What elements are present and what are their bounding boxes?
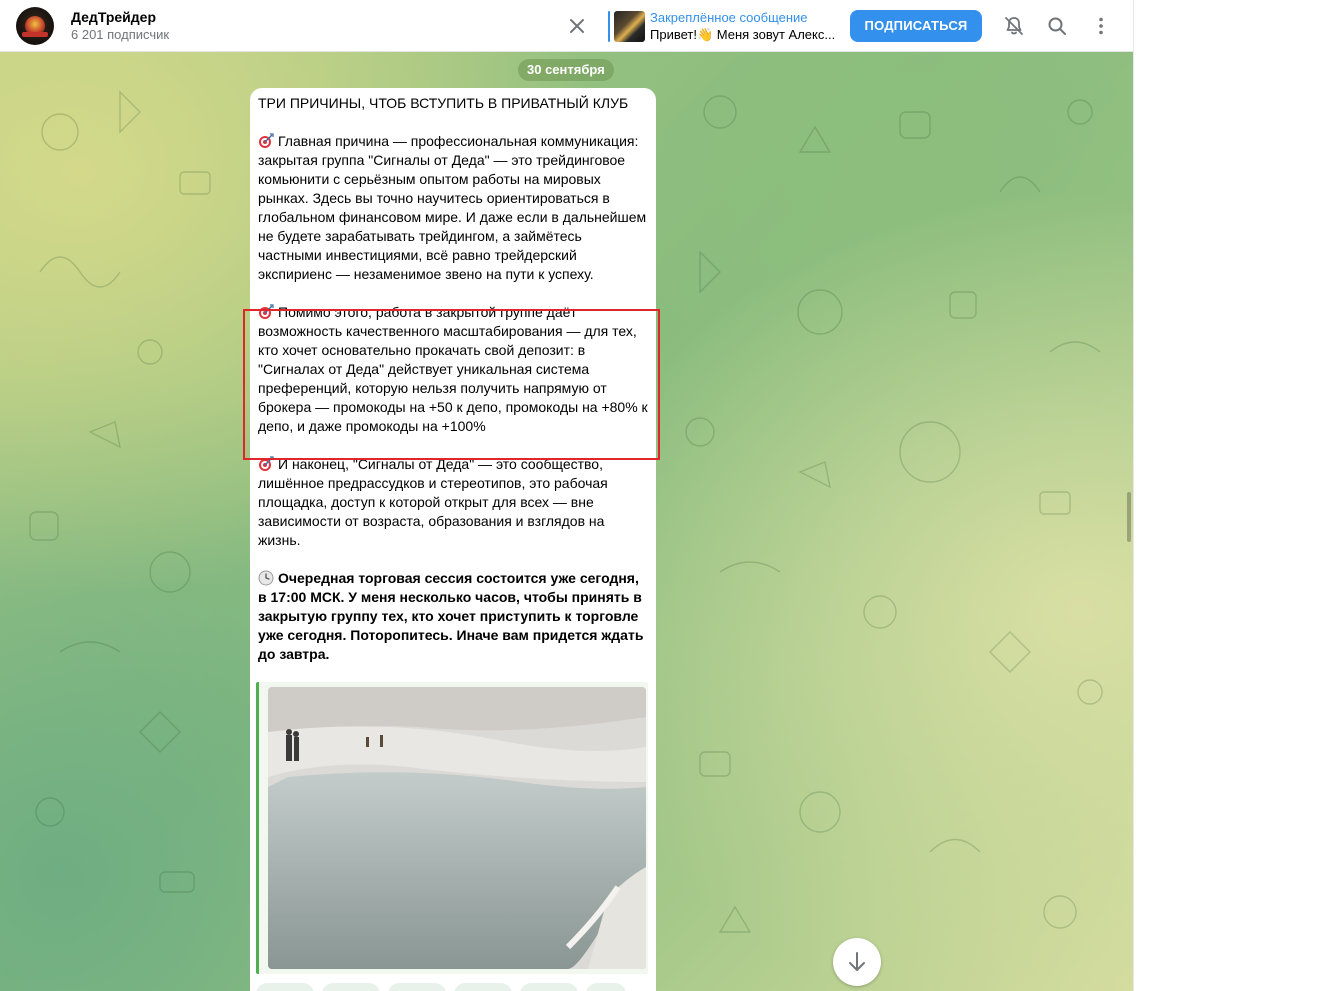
scroll-down-button[interactable]	[833, 938, 881, 986]
close-pinned-button[interactable]	[565, 14, 589, 38]
reaction-chip[interactable]	[388, 983, 446, 991]
reaction-chip[interactable]	[454, 983, 512, 991]
search-button[interactable]	[1045, 14, 1069, 38]
right-panel	[1133, 0, 1331, 991]
mute-bell-icon	[1002, 14, 1026, 38]
target-icon	[258, 456, 274, 472]
reactions-row	[256, 983, 648, 991]
chat-area[interactable]	[0, 52, 1133, 991]
reaction-chip[interactable]	[520, 983, 578, 991]
message-photo[interactable]	[268, 687, 646, 969]
target-icon	[258, 133, 274, 149]
session-text: Очередная торговая сессия состоится уже сегодня, в 17:00 МСК. У меня несколько часов, чтобы принять в закрытую группу тех, кто хочет приступить к торговле уже сегодня. Поторопитесь. Иначе вам придется ждать до завтра.	[258, 570, 644, 662]
reaction-chip[interactable]	[256, 983, 314, 991]
pinned-thumbnail	[614, 11, 645, 42]
scrollbar-thumb[interactable]	[1127, 492, 1131, 542]
pinned-indicator	[608, 11, 610, 42]
more-button[interactable]	[1089, 14, 1113, 38]
channel-avatar[interactable]	[16, 7, 54, 45]
reason-text: Главная причина — профессиональная коммуникация: закрытая группа "Сигналы от Деда" — это трейдинговое комьюнити с серьёзным опытом работы на мировых рынках. Здесь вы точно научитесь ориентироваться в глобальном финансовом мире. И даже если в дальнейшем не будете зарабатывать трейдингом, а займётесь частными инвестициями, всё равно трейдерский экспириенс — незаменимое звено на пути к успеху.	[258, 133, 647, 282]
subscriber-count: 6 201 подписчик	[71, 27, 170, 42]
reason-text: Помимо этого, работа в закрытой группе даёт возможность качественного масштабирования — для тех, кто хочет основательно прокачать свой депозит: в "Сигналах от Деда" действует уникальная система преференций, которую нельзя получить напрямую от брокера — промокоды на +50 к депо, промокоды на +80% к депо, и даже промокоды на +100%	[258, 304, 648, 434]
channel-title[interactable]: ДедТрейдер	[71, 9, 157, 25]
message-paragraph	[258, 132, 649, 284]
arrow-down-icon	[833, 938, 881, 986]
session-note	[258, 569, 649, 664]
subscribe-button[interactable]: ПОДПИСАТЬСЯ	[850, 10, 982, 42]
pinned-message[interactable]	[608, 9, 838, 45]
link-preview[interactable]	[256, 682, 648, 974]
clock-icon	[258, 570, 274, 586]
mute-button[interactable]	[1002, 14, 1026, 38]
more-vertical-icon	[1089, 14, 1113, 38]
message-paragraph	[258, 455, 649, 550]
close-icon	[565, 14, 589, 38]
date-separator: 30 сентября	[518, 59, 614, 81]
target-icon	[258, 304, 274, 320]
reason-text: И наконец, "Сигналы от Деда" — это сообщество, лишённое предрассудков и стереотипов, это рабочая площадка, доступ к которой открыт для всех — вне зависимости от возраста, образования и взглядов на жизнь.	[258, 456, 608, 548]
travertine-pool-image	[268, 687, 646, 969]
message-paragraph-highlighted	[258, 303, 649, 436]
chat-header	[0, 0, 1133, 52]
reaction-chip[interactable]	[586, 983, 626, 991]
pinned-label: Закреплённое сообщение	[650, 10, 808, 25]
pinned-text: Привет!👋 Меня зовут Алекс...	[650, 27, 835, 42]
message-bubble[interactable]	[250, 88, 656, 991]
message-title: ТРИ ПРИЧИНЫ, ЧТОБ ВСТУПИТЬ В ПРИВАТНЫЙ КЛУБ	[258, 95, 629, 111]
search-icon	[1045, 14, 1069, 38]
reaction-chip[interactable]	[322, 983, 380, 991]
